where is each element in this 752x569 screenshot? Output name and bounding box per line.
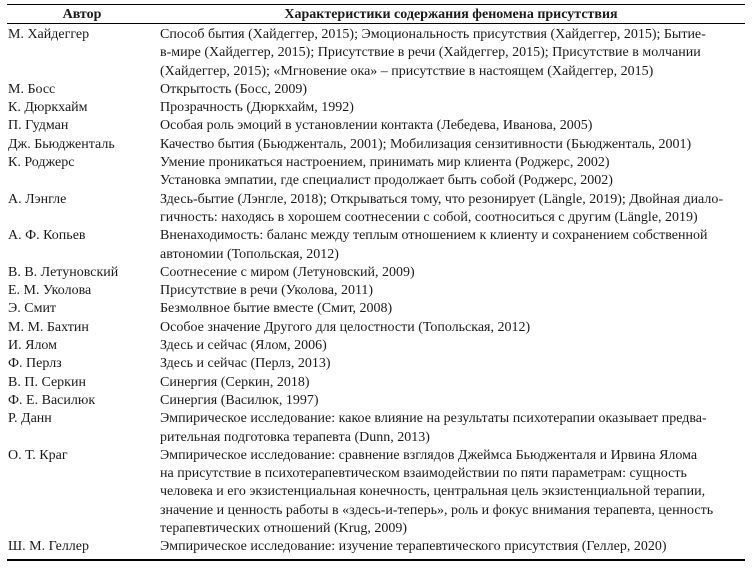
content-line: Эмпирическое исследование: сравнение взглядов Джеймса Бьюдженталя и Ирвина Ялома <box>160 447 698 463</box>
content-cell <box>157 81 745 99</box>
content-line: Эмпирическое исследование: какое влияние на результаты психотерапии оказывает предва- <box>160 411 707 427</box>
author-cell: М. М. Бахтин <box>8 319 89 335</box>
content-line: терапевтических отношений (Krug, 2009) <box>160 521 408 537</box>
content-line: Особая роль эмоций в установлении контакта (Лебедева, Иванова, 2005) <box>160 118 593 134</box>
content-cell <box>157 319 745 337</box>
author-cell: Ф. Е. Василюк <box>8 392 96 408</box>
author-cell: В. В. Летуновский <box>8 264 119 280</box>
table-row <box>7 300 745 318</box>
content-line: Установка эмпатии, где специалист продолжает быть собой (Роджерс, 2002) <box>160 173 613 189</box>
content-line: (Хайдеггер, 2015); «Мгновение ока» – присутствие в настоящем (Хайдеггер, 2015) <box>160 63 654 79</box>
author-cell: А. Ф. Копьев <box>8 228 86 244</box>
content-cell <box>157 410 745 447</box>
content-line: Синергия (Серкин, 2018) <box>160 374 310 390</box>
author-cell: О. Т. Краг <box>8 447 68 463</box>
content-cell <box>157 26 745 81</box>
presence-characteristics-table <box>7 4 745 561</box>
table-row <box>7 191 745 228</box>
content-line: гичность: находясь в хорошем соотнесении с собой, соотноситься с другим (Längle, 2019) <box>160 209 698 225</box>
content-cell <box>157 227 745 264</box>
content-line: Присутствие в речи (Уколова, 2011) <box>160 283 374 299</box>
table-row <box>7 117 745 135</box>
content-line: Здесь и сейчас (Перлз, 2013) <box>160 356 331 372</box>
table-row <box>7 447 745 538</box>
table-body <box>7 24 745 561</box>
content-cell <box>157 374 745 392</box>
author-cell: К. Дюркхайм <box>8 100 88 116</box>
content-cell <box>157 447 745 538</box>
content-cell <box>157 99 745 117</box>
table-row <box>7 319 745 337</box>
table-row <box>7 392 745 410</box>
content-line: на присутствие в психотерапевтическом взаимодействии по пяти параметрам: сущность <box>160 466 687 482</box>
content-line: Здесь и сейчас (Ялом, 2006) <box>160 338 327 354</box>
content-line: человека и его экзистенциальная конечность, центральная цель экзистенциальной терапии, <box>160 484 706 500</box>
content-cell <box>157 538 745 556</box>
author-cell: Ф. Перлз <box>8 356 62 372</box>
author-cell: М. Хайдеггер <box>8 27 90 42</box>
author-cell: В. П. Серкин <box>8 374 86 390</box>
table-row <box>7 410 745 447</box>
header-characteristics: Характеристики содержания феномена присутствия <box>284 6 618 22</box>
author-cell: К. Роджерс <box>8 155 75 171</box>
content-line: Безмолвное бытие вместе (Смит, 2008) <box>160 301 393 317</box>
content-line: Соотнесение с миром (Летуновский, 2009) <box>160 264 415 280</box>
content-line: Умение проникаться настроением, принимать мир клиента (Роджерс, 2002) <box>160 155 610 171</box>
content-cell <box>157 300 745 318</box>
header-author: Автор <box>62 6 102 22</box>
content-cell <box>157 191 745 228</box>
table-row <box>7 26 745 81</box>
content-line: значение и ценность работы в «здесь-и-теперь», роль и фокус внимания терапевта, ценность <box>160 502 714 518</box>
content-line: Способ бытия (Хайдеггер, 2015); Эмоциональность присутствия (Хайдеггер, 2015); Бытие- <box>160 27 706 42</box>
table-row <box>7 136 745 154</box>
author-cell: М. Босс <box>8 81 56 97</box>
table-row <box>7 99 745 117</box>
table-row <box>7 538 745 556</box>
table-row <box>7 282 745 300</box>
table-row <box>7 154 745 191</box>
author-cell: Дж. Бьюдженталь <box>8 136 115 152</box>
content-line: Открытость (Босс, 2009) <box>160 81 308 97</box>
author-cell: Е. М. Уколова <box>8 283 92 299</box>
content-line: Здесь-бытие (Лэнгле, 2018); Открываться тому, что резонирует (Längle, 2019); Двойная диало- <box>160 191 724 207</box>
content-line: рительная подготовка терапевта (Dunn, 2013) <box>160 429 430 445</box>
content-cell <box>157 264 745 282</box>
content-line: Прозрачность (Дюркхайм, 1992) <box>160 100 354 116</box>
content-line: Вненаходимость: баланс между теплым отношением к клиенту и сохранением собственной <box>160 228 708 244</box>
content-line: в-мире (Хайдеггер, 2015); Присутствие в речи (Хайдеггер, 2015); Присутствие в молчании <box>160 45 701 61</box>
content-cell <box>157 154 745 191</box>
author-cell: А. Лэнгле <box>8 191 67 207</box>
content-line: автономии (Топольская, 2012) <box>160 246 339 262</box>
table-header-row <box>7 4 745 24</box>
content-cell <box>157 136 745 154</box>
author-cell: И. Ялом <box>8 338 58 354</box>
content-cell <box>157 282 745 300</box>
author-cell: Э. Смит <box>8 301 57 317</box>
author-cell: Ш. М. Геллер <box>8 539 89 555</box>
content-cell <box>157 337 745 355</box>
content-line: Синергия (Василюк, 1997) <box>160 392 319 408</box>
content-cell <box>157 355 745 373</box>
table-row <box>7 355 745 373</box>
author-cell: Р. Данн <box>8 411 52 427</box>
author-cell: П. Гудман <box>8 118 69 134</box>
content-cell <box>157 117 745 135</box>
table-row <box>7 227 745 264</box>
content-cell <box>157 392 745 410</box>
table-row <box>7 81 745 99</box>
content-line: Особое значение Другого для целостности (Топольская, 2012) <box>160 319 531 335</box>
content-line: Эмпирическое исследование: изучение терапевтического присутствия (Геллер, 2020) <box>160 539 667 555</box>
table-row <box>7 374 745 392</box>
table-row <box>7 264 745 282</box>
content-line: Качество бытия (Бьюдженталь, 2001); Мобилизация сензитивности (Бьюдженталь, 2001) <box>160 136 692 152</box>
table-row <box>7 337 745 355</box>
